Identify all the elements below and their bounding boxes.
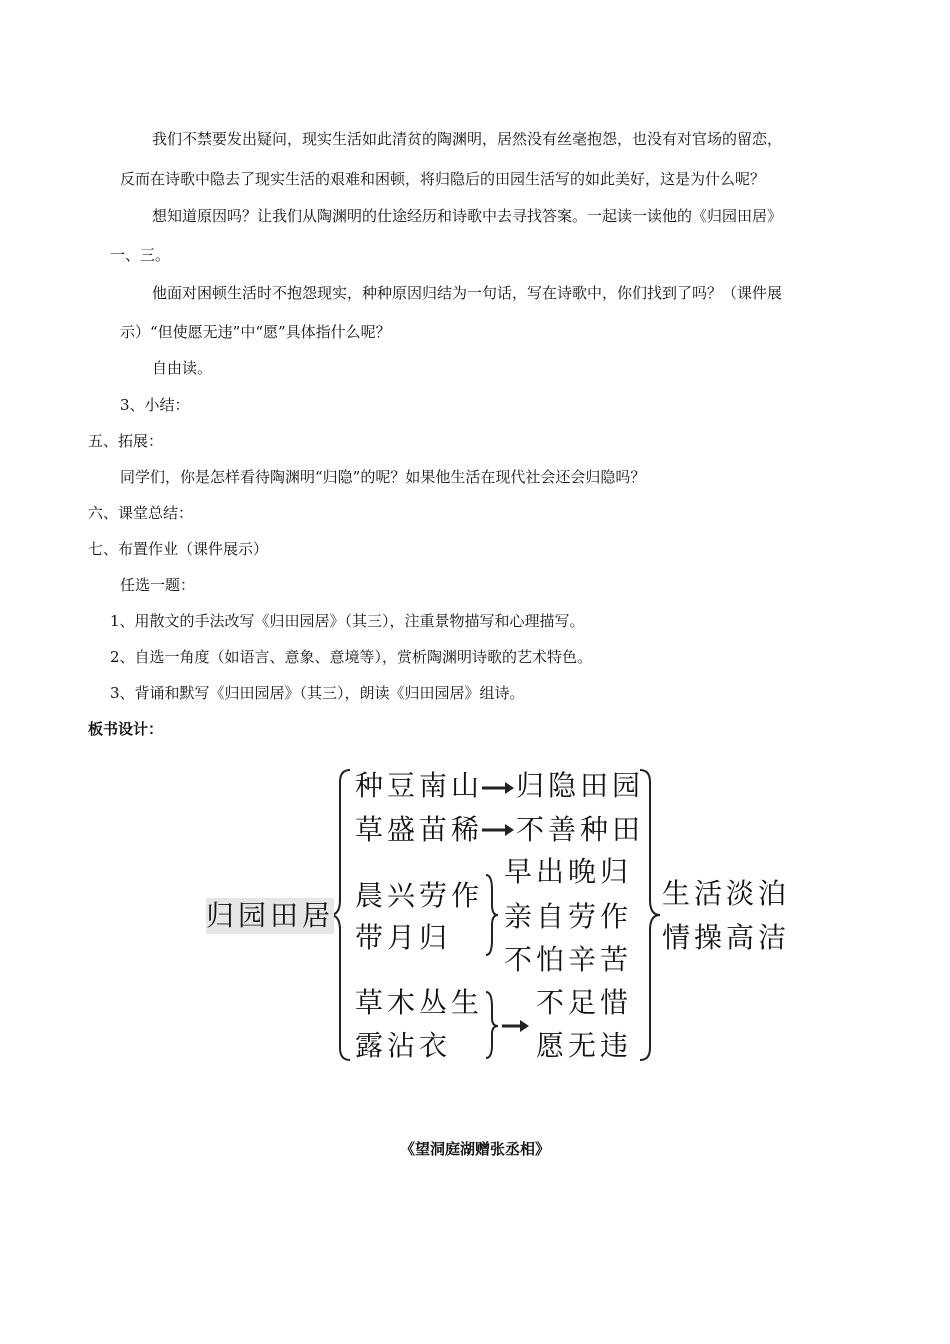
paragraph-line: 自由读。 bbox=[152, 359, 213, 377]
diagram-row3-right-a: 早出晚归 bbox=[504, 855, 633, 888]
paragraph-line: 任选一题： bbox=[120, 576, 196, 594]
paragraph-line: 示）“但使愿无违”中“愿”具体指什么呢？ bbox=[120, 323, 391, 341]
paragraph-line: 我们不禁要发出疑问，现实生活如此清贫的陶渊明，居然没有丝毫抱怨，也没有对官场的留恋， bbox=[152, 130, 783, 148]
list-item: 2、自选一角度（如语言、意象、意境等），赏析陶渊明诗歌的艺术特色。 bbox=[110, 648, 593, 666]
diagram-row2-right: 不善种田 bbox=[516, 813, 645, 846]
diagram-row3-left-b: 带月归 bbox=[355, 921, 452, 954]
diagram-row4-right-a: 不足惜 bbox=[536, 986, 633, 1019]
diagram-row3-right-c: 不怕辛苦 bbox=[504, 943, 633, 976]
diagram-row4-left-a: 草木丛生 bbox=[355, 986, 484, 1019]
arrow-head-row2 bbox=[505, 824, 514, 836]
arrow-head-row1 bbox=[505, 782, 514, 794]
board-diagram bbox=[200, 760, 800, 1070]
paragraph-line: 一、三。 bbox=[110, 246, 171, 264]
paragraph-line: 想知道原因吗？让我们从陶渊明的仕途经历和诗歌中去寻找答案。一起读一读他的《归园田居》 bbox=[152, 207, 783, 225]
section-heading: 六、课堂总结： bbox=[88, 504, 194, 522]
list-item: 3、背诵和默写《归田园居》（其三），朗读《归田园居》组诗。 bbox=[110, 684, 525, 702]
diagram-row1-left: 种豆南山 bbox=[355, 769, 484, 802]
diagram-result-b: 情操高洁 bbox=[662, 921, 791, 954]
arrow-head-row4 bbox=[520, 1020, 529, 1032]
poem-title: 《望洞庭湖赠张丞相》 bbox=[399, 1140, 550, 1158]
paragraph-line: 3、小结： bbox=[120, 396, 190, 414]
section-heading: 七、布置作业（课件展示） bbox=[88, 540, 269, 558]
diagram-row3-left-a: 晨兴劳作 bbox=[355, 879, 484, 912]
brace-row4 bbox=[486, 992, 498, 1058]
diagram-row1-right: 归隐田园 bbox=[516, 769, 645, 802]
board-heading: 板书设计： bbox=[88, 720, 164, 738]
diagram-title: 归园田居 bbox=[206, 899, 335, 932]
section-heading: 五、拓展： bbox=[88, 432, 164, 450]
diagram-result-a: 生活淡泊 bbox=[662, 877, 791, 910]
diagram-row4-left-b: 露沾衣 bbox=[355, 1029, 452, 1062]
diagram-row2-left: 草盛苗稀 bbox=[355, 813, 484, 846]
paragraph-line: 他面对困顿生活时不抱怨现实，种种原因归结为一句话，写在诗歌中，你们找到了吗？（课件展 bbox=[152, 284, 783, 302]
diagram-row4-right-b: 愿无违 bbox=[536, 1029, 633, 1062]
diagram-row3-right-b: 亲自劳作 bbox=[504, 900, 633, 933]
paragraph-line: 反而在诗歌中隐去了现实生活的艰难和困顿，将归隐后的田园生活写的如此美好，这是为什么呢？ bbox=[120, 170, 766, 188]
paragraph-line: 同学们，你是怎样看待陶渊明“归隐”的呢？如果他生活在现代社会还会归隐吗？ bbox=[120, 468, 646, 486]
list-item: 1、用散文的手法改写《归田园居》（其三），注重景物描写和心理描写。 bbox=[110, 612, 585, 630]
